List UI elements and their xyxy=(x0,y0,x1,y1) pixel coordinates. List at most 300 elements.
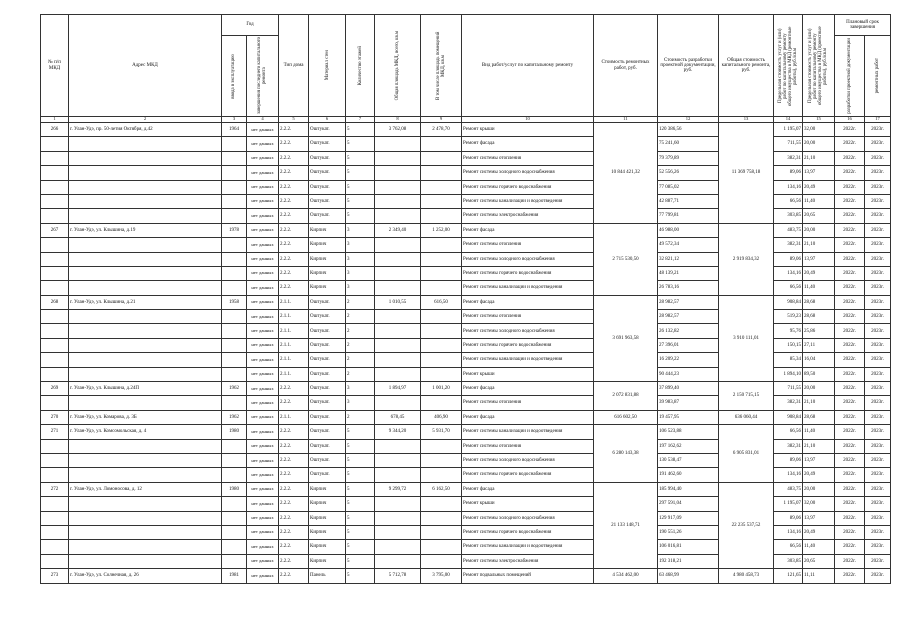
total-area-cell xyxy=(375,324,421,338)
work-type-cell: Ремонт фасада xyxy=(462,137,594,151)
limit-cost-works-cell: 66,56 xyxy=(774,281,803,295)
total-area-cell: 9 299,72 xyxy=(375,482,421,496)
total-cost-cell: 636 060,44 xyxy=(719,410,774,424)
house-type-cell: 2.1.1. xyxy=(279,310,309,324)
wall-material-cell: Кирпич xyxy=(309,252,346,266)
house-number-cell xyxy=(41,511,69,525)
year-commission-cell xyxy=(222,166,247,180)
house-type-cell: 2.2.2. xyxy=(279,569,309,583)
header-year-commission: ввода в эксплуатацию xyxy=(231,53,237,99)
total-area-cell xyxy=(375,453,421,467)
deadline-works-cell: 2023г. xyxy=(865,569,891,583)
year-last-repair-cell: нет данных xyxy=(247,151,279,165)
limit-cost-works-cell: 89,06 xyxy=(774,453,803,467)
column-number: 16 xyxy=(835,117,865,123)
year-commission-cell xyxy=(222,439,247,453)
year-commission-cell xyxy=(222,194,247,208)
floors-cell: 5 xyxy=(346,540,375,554)
address-cell xyxy=(69,166,222,180)
wall-material-cell: Кирпич xyxy=(309,554,346,568)
design-cost-cell: 19 457,95 xyxy=(658,410,719,424)
wall-material-cell: Оштукат. xyxy=(309,180,346,194)
design-cost-cell: 75 241,60 xyxy=(658,137,719,151)
deadline-works-cell: 2023г. xyxy=(865,439,891,453)
wall-material-cell: Кирпич xyxy=(309,281,346,295)
header-wall-material: Материал стен xyxy=(324,50,330,81)
work-type-cell: Ремонт системы холодного водоснабжения xyxy=(462,453,594,467)
deadline-design-cell: 2022г. xyxy=(835,194,865,208)
deadline-works-cell: 2023г. xyxy=(865,453,891,467)
header-deadline-design: разработки проектной документации xyxy=(847,38,852,114)
deadline-design-cell: 2022г. xyxy=(835,151,865,165)
header-repair-cost: Стоимость ремонтных работ, руб. xyxy=(594,15,658,117)
year-last-repair-cell: нет данных xyxy=(247,569,279,583)
year-commission-cell xyxy=(222,353,247,367)
deadline-design-cell: 2022г. xyxy=(835,238,865,252)
house-type-cell: 2.2.2. xyxy=(279,540,309,554)
floors-cell: 5 xyxy=(346,209,375,223)
work-type-cell: Ремонт системы канализации и водоотведения xyxy=(462,353,594,367)
column-number: 8 xyxy=(375,117,421,123)
deadline-design-cell: 2022г. xyxy=(835,425,865,439)
floors-cell: 5 xyxy=(346,180,375,194)
house-type-cell: 2.2.2. xyxy=(279,166,309,180)
work-type-cell: Ремонт системы электроснабжения xyxy=(462,209,594,223)
header-n: № п/п МКД xyxy=(41,15,69,117)
house-type-cell: 2.2.2. xyxy=(279,238,309,252)
limit-cost-works-cell: 1 195,07 xyxy=(774,497,803,511)
residential-area-cell: 2 478,70 xyxy=(421,123,462,137)
total-area-cell xyxy=(375,468,421,482)
address-cell: г. Улан-Удэ, ул. Комсомольская, д. 4 xyxy=(69,425,222,439)
design-cost-cell: 106 523,88 xyxy=(658,425,719,439)
year-commission-cell: 1981 xyxy=(222,569,247,583)
wall-material-cell: Кирпич xyxy=(309,497,346,511)
residential-area-cell xyxy=(421,324,462,338)
residential-area-cell: 3 795,00 xyxy=(421,569,462,583)
limit-cost-works-cell: 303,85 xyxy=(774,209,803,223)
header-house-type: Тип дома xyxy=(279,15,309,117)
residential-area-cell xyxy=(421,281,462,295)
residential-area-cell: 406,90 xyxy=(421,410,462,424)
repair-cost-cell: 616 602,50 xyxy=(594,410,658,424)
house-type-cell: 2.2.2. xyxy=(279,252,309,266)
deadline-works-cell: 2023г. xyxy=(865,166,891,180)
work-type-cell: Ремонт системы холодного водоснабжения xyxy=(462,252,594,266)
header-year: Год xyxy=(222,15,279,36)
address-cell xyxy=(69,511,222,525)
house-number-cell: 266 xyxy=(41,123,69,137)
wall-material-cell: Оштукат. xyxy=(309,194,346,208)
deadline-works-cell: 2023г. xyxy=(865,252,891,266)
header-planned-deadline: Плановый срок завершения xyxy=(835,15,891,36)
deadline-works-cell: 2023г. xyxy=(865,281,891,295)
deadline-works-cell: 2023г. xyxy=(865,223,891,237)
year-last-repair-cell: нет данных xyxy=(247,439,279,453)
house-type-cell: 2.2.2. xyxy=(279,137,309,151)
year-commission-cell: 1962 xyxy=(222,410,247,424)
year-commission-cell xyxy=(222,252,247,266)
floors-cell: 2 xyxy=(346,367,375,381)
wall-material-cell: Оштукат. xyxy=(309,338,346,352)
limit-cost-works-cell: 908,84 xyxy=(774,295,803,309)
deadline-works-cell: 2023г. xyxy=(865,151,891,165)
wall-material-cell: Оштукат. xyxy=(309,425,346,439)
residential-area-cell xyxy=(421,151,462,165)
house-type-cell: 2.2.2. xyxy=(279,511,309,525)
year-last-repair-cell: нет данных xyxy=(247,511,279,525)
residential-area-cell xyxy=(421,511,462,525)
house-type-cell: 2.2.2. xyxy=(279,266,309,280)
deadline-works-cell: 2023г. xyxy=(865,554,891,568)
limit-cost-works-cell: 134,16 xyxy=(774,468,803,482)
total-cost-cell: 3 910 111,01 xyxy=(719,295,774,381)
house-type-cell: 2.2.2. xyxy=(279,425,309,439)
total-area-cell xyxy=(375,439,421,453)
address-cell xyxy=(69,497,222,511)
limit-cost-works-cell: 382,31 xyxy=(774,439,803,453)
address-cell: г. Улан-Удэ, ул. Клышина, д.24П xyxy=(69,382,222,396)
floors-cell: 3 xyxy=(346,281,375,295)
total-area-cell: 678,45 xyxy=(375,410,421,424)
deadline-design-cell: 2022г. xyxy=(835,137,865,151)
repair-plan-table xyxy=(40,14,891,584)
house-number-cell xyxy=(41,180,69,194)
house-type-cell: 2.1.1. xyxy=(279,295,309,309)
limit-cost-design-cell: 20,49 xyxy=(803,525,835,539)
floors-cell: 5 xyxy=(346,166,375,180)
floors-cell: 3 xyxy=(346,266,375,280)
residential-area-cell xyxy=(421,338,462,352)
house-type-cell: 2.2.2. xyxy=(279,209,309,223)
year-last-repair-cell: нет данных xyxy=(247,324,279,338)
limit-cost-works-cell: 134,16 xyxy=(774,266,803,280)
limit-cost-design-cell: 25,86 xyxy=(803,324,835,338)
column-number: 12 xyxy=(658,117,719,123)
year-commission-cell xyxy=(222,497,247,511)
deadline-design-cell: 2022г. xyxy=(835,123,865,137)
house-number-cell xyxy=(41,525,69,539)
deadline-design-cell: 2022г. xyxy=(835,338,865,352)
house-type-cell: 2.1.1. xyxy=(279,367,309,381)
work-type-cell: Ремонт системы отопления xyxy=(462,396,594,410)
house-number-cell xyxy=(41,209,69,223)
deadline-design-cell: 2022г. xyxy=(835,209,865,223)
limit-cost-works-cell: 89,06 xyxy=(774,252,803,266)
design-cost-cell: 42 887,71 xyxy=(658,194,719,208)
wall-material-cell: Оштукат. xyxy=(309,310,346,324)
deadline-works-cell: 2023г. xyxy=(865,482,891,496)
deadline-works-cell: 2023г. xyxy=(865,266,891,280)
deadline-design-cell: 2022г. xyxy=(835,410,865,424)
work-type-cell: Ремонт системы канализации и водоотведения xyxy=(462,281,594,295)
address-cell xyxy=(69,151,222,165)
limit-cost-design-cell: 28,68 xyxy=(803,310,835,324)
address-cell: г. Улан-Удэ, ул. Клышина, д.21 xyxy=(69,295,222,309)
column-number: 9 xyxy=(421,117,462,123)
house-number-cell xyxy=(41,497,69,511)
design-cost-cell: 28 982,57 xyxy=(658,310,719,324)
house-type-cell: 2.2.2. xyxy=(279,151,309,165)
house-number-cell: 268 xyxy=(41,295,69,309)
wall-material-cell: Кирпич xyxy=(309,540,346,554)
year-commission-cell xyxy=(222,209,247,223)
deadline-works-cell: 2023г. xyxy=(865,353,891,367)
limit-cost-design-cell: 21,10 xyxy=(803,396,835,410)
deadline-design-cell: 2022г. xyxy=(835,497,865,511)
address-cell xyxy=(69,194,222,208)
total-area-cell xyxy=(375,151,421,165)
floors-cell: 3 xyxy=(346,238,375,252)
deadline-design-cell: 2022г. xyxy=(835,295,865,309)
design-cost-cell: 48 139,21 xyxy=(658,266,719,280)
wall-material-cell: Кирпич xyxy=(309,511,346,525)
total-area-cell xyxy=(375,310,421,324)
design-cost-cell: 52 556,26 xyxy=(658,166,719,180)
total-area-cell xyxy=(375,209,421,223)
address-cell xyxy=(69,554,222,568)
total-area-cell xyxy=(375,525,421,539)
deadline-design-cell: 2022г. xyxy=(835,180,865,194)
year-last-repair-cell: нет данных xyxy=(247,482,279,496)
year-commission-cell xyxy=(222,137,247,151)
work-type-cell: Ремонт крыши xyxy=(462,123,594,137)
house-type-cell: 2.2.2. xyxy=(279,525,309,539)
deadline-design-cell: 2022г. xyxy=(835,367,865,381)
table-header xyxy=(41,15,891,123)
residential-area-cell xyxy=(421,266,462,280)
floors-cell: 5 xyxy=(346,151,375,165)
house-type-cell: 2.2.2. xyxy=(279,497,309,511)
deadline-works-cell: 2023г. xyxy=(865,497,891,511)
house-number-cell: 267 xyxy=(41,223,69,237)
limit-cost-works-cell: 711,55 xyxy=(774,382,803,396)
wall-material-cell: Оштукат. xyxy=(309,324,346,338)
limit-cost-works-cell: 121,65 xyxy=(774,569,803,583)
limit-cost-works-cell: 519,23 xyxy=(774,310,803,324)
residential-area-cell xyxy=(421,554,462,568)
floors-cell: 2 xyxy=(346,324,375,338)
floors-cell: 5 xyxy=(346,194,375,208)
year-commission-cell xyxy=(222,324,247,338)
deadline-design-cell: 2022г. xyxy=(835,310,865,324)
deadline-design-cell: 2022г. xyxy=(835,453,865,467)
house-type-cell: 2.2.2. xyxy=(279,281,309,295)
year-last-repair-cell: нет данных xyxy=(247,123,279,137)
table-row xyxy=(41,425,891,439)
limit-cost-design-cell: 13,97 xyxy=(803,511,835,525)
limit-cost-works-cell: 134,16 xyxy=(774,525,803,539)
limit-cost-works-cell: 95,76 xyxy=(774,324,803,338)
house-number-cell xyxy=(41,266,69,280)
house-number-cell xyxy=(41,324,69,338)
year-commission-cell: 1964 xyxy=(222,123,247,137)
work-type-cell: Ремонт системы отопления xyxy=(462,439,594,453)
work-type-cell: Ремонт системы холодного водоснабжения xyxy=(462,324,594,338)
deadline-design-cell: 2022г. xyxy=(835,266,865,280)
year-commission-cell: 1978 xyxy=(222,223,247,237)
house-number-cell xyxy=(41,554,69,568)
limit-cost-design-cell: 28,68 xyxy=(803,295,835,309)
year-last-repair-cell: нет данных xyxy=(247,209,279,223)
limit-cost-design-cell: 21,10 xyxy=(803,151,835,165)
address-cell xyxy=(69,137,222,151)
year-last-repair-cell: нет данных xyxy=(247,338,279,352)
total-area-cell xyxy=(375,281,421,295)
floors-cell: 5 xyxy=(346,468,375,482)
address-cell xyxy=(69,468,222,482)
house-type-cell: 2.2.2. xyxy=(279,194,309,208)
deadline-works-cell: 2023г. xyxy=(865,338,891,352)
address-cell: г. Улан-Удэ, ул. Клышина, д.19 xyxy=(69,223,222,237)
header-deadline-works: ремонтных работ xyxy=(875,58,880,94)
floors-cell: 5 xyxy=(346,497,375,511)
deadline-works-cell: 2023г. xyxy=(865,525,891,539)
deadline-works-cell: 2023г. xyxy=(865,310,891,324)
address-cell xyxy=(69,353,222,367)
total-area-cell xyxy=(375,338,421,352)
column-number: 17 xyxy=(865,117,891,123)
house-number-cell xyxy=(41,540,69,554)
limit-cost-works-cell: 89,06 xyxy=(774,166,803,180)
house-type-cell: 2.2.2. xyxy=(279,123,309,137)
document-page xyxy=(40,14,884,584)
residential-area-cell: 5 931,70 xyxy=(421,425,462,439)
year-last-repair-cell: нет данных xyxy=(247,525,279,539)
limit-cost-design-cell: 20,49 xyxy=(803,266,835,280)
limit-cost-design-cell: 11,40 xyxy=(803,540,835,554)
work-type-cell: Ремонт системы отопления xyxy=(462,238,594,252)
deadline-design-cell: 2022г. xyxy=(835,569,865,583)
residential-area-cell xyxy=(421,180,462,194)
year-last-repair-cell: нет данных xyxy=(247,554,279,568)
address-cell xyxy=(69,281,222,295)
address-cell xyxy=(69,367,222,381)
limit-cost-design-cell: 89,50 xyxy=(803,367,835,381)
limit-cost-design-cell: 32,00 xyxy=(803,123,835,137)
residential-area-cell: 6 162,50 xyxy=(421,482,462,496)
design-cost-cell: 185 994,40 xyxy=(658,482,719,496)
address-cell xyxy=(69,238,222,252)
house-number-cell xyxy=(41,310,69,324)
repair-cost-cell: 21 133 148,71 xyxy=(594,482,658,568)
residential-area-cell xyxy=(421,353,462,367)
deadline-works-cell: 2023г. xyxy=(865,137,891,151)
design-cost-cell: 46 988,00 xyxy=(658,223,719,237)
floors-cell: 5 xyxy=(346,482,375,496)
wall-material-cell: Оштукат. xyxy=(309,295,346,309)
deadline-design-cell: 2022г. xyxy=(835,540,865,554)
address-cell: г. Улан-Удэ, ул. Солнечная, д. 26 xyxy=(69,569,222,583)
work-type-cell: Ремонт системы горячего водоснабжения xyxy=(462,525,594,539)
floors-cell: 3 xyxy=(346,252,375,266)
house-type-cell: 2.2.2. xyxy=(279,482,309,496)
total-area-cell: 5 712,78 xyxy=(375,569,421,583)
wall-material-cell: Кирпич xyxy=(309,223,346,237)
wall-material-cell: Оштукат. xyxy=(309,209,346,223)
house-number-cell: 270 xyxy=(41,410,69,424)
deadline-works-cell: 2023г. xyxy=(865,324,891,338)
limit-cost-works-cell: 483,75 xyxy=(774,482,803,496)
limit-cost-works-cell: 89,06 xyxy=(774,511,803,525)
wall-material-cell: Оштукат. xyxy=(309,151,346,165)
address-cell xyxy=(69,209,222,223)
total-area-cell: 1 894,97 xyxy=(375,382,421,396)
limit-cost-design-cell: 11,40 xyxy=(803,425,835,439)
floors-cell: 5 xyxy=(346,511,375,525)
deadline-works-cell: 2023г. xyxy=(865,123,891,137)
total-area-cell xyxy=(375,511,421,525)
year-commission-cell: 1980 xyxy=(222,425,247,439)
work-type-cell: Ремонт крыши xyxy=(462,497,594,511)
design-cost-cell: 79 379,89 xyxy=(658,151,719,165)
address-cell: г. Улан-Удэ, ул. Комарова, д. 3Б xyxy=(69,410,222,424)
repair-cost-cell: 2 715 530,50 xyxy=(594,223,658,295)
floors-cell: 3 xyxy=(346,396,375,410)
floors-cell: 5 xyxy=(346,425,375,439)
limit-cost-works-cell: 711,55 xyxy=(774,137,803,151)
house-number-cell xyxy=(41,367,69,381)
table-row xyxy=(41,482,891,496)
deadline-works-cell: 2023г. xyxy=(865,468,891,482)
floors-cell: 5 xyxy=(346,439,375,453)
header-work-type: Вид работ/услуг по капитальному ремонту xyxy=(462,15,594,117)
year-last-repair-cell: нет данных xyxy=(247,137,279,151)
work-type-cell: Ремонт системы канализации и водоотведения xyxy=(462,540,594,554)
house-number-cell xyxy=(41,238,69,252)
total-area-cell xyxy=(375,353,421,367)
work-type-cell: Ремонт подвальных помещений xyxy=(462,569,594,583)
limit-cost-works-cell: 85,34 xyxy=(774,353,803,367)
residential-area-cell xyxy=(421,367,462,381)
residential-area-cell xyxy=(421,540,462,554)
wall-material-cell: Оштукат. xyxy=(309,137,346,151)
limit-cost-works-cell: 382,31 xyxy=(774,396,803,410)
address-cell xyxy=(69,324,222,338)
column-number: 10 xyxy=(462,117,594,123)
total-cost-cell: 11 369 758,18 xyxy=(719,123,774,224)
residential-area-cell xyxy=(421,209,462,223)
deadline-works-cell: 2023г. xyxy=(865,511,891,525)
year-last-repair-cell: нет данных xyxy=(247,425,279,439)
limit-cost-design-cell: 13,97 xyxy=(803,453,835,467)
deadline-design-cell: 2022г. xyxy=(835,223,865,237)
address-cell xyxy=(69,396,222,410)
deadline-design-cell: 2022г. xyxy=(835,468,865,482)
column-number: 7 xyxy=(346,117,375,123)
deadline-design-cell: 2022г. xyxy=(835,166,865,180)
residential-area-cell xyxy=(421,252,462,266)
house-type-cell: 2.1.1. xyxy=(279,338,309,352)
house-type-cell: 2.2.2. xyxy=(279,468,309,482)
repair-cost-cell: 6 280 143,38 xyxy=(594,425,658,483)
work-type-cell: Ремонт фасада xyxy=(462,482,594,496)
design-cost-cell: 37 899,40 xyxy=(658,382,719,396)
limit-cost-works-cell: 303,85 xyxy=(774,554,803,568)
year-last-repair-cell: нет данных xyxy=(247,180,279,194)
year-commission-cell xyxy=(222,281,247,295)
address-cell xyxy=(69,252,222,266)
address-cell xyxy=(69,338,222,352)
residential-area-cell: 616,50 xyxy=(421,295,462,309)
limit-cost-works-cell: 66,56 xyxy=(774,194,803,208)
address-cell: г. Улан-Удэ, ул. Ломоносова, д. 12 xyxy=(69,482,222,496)
limit-cost-works-cell: 134,16 xyxy=(774,180,803,194)
total-cost-cell: 2 150 715,15 xyxy=(719,382,774,411)
year-commission-cell xyxy=(222,310,247,324)
total-area-cell xyxy=(375,194,421,208)
residential-area-cell xyxy=(421,137,462,151)
